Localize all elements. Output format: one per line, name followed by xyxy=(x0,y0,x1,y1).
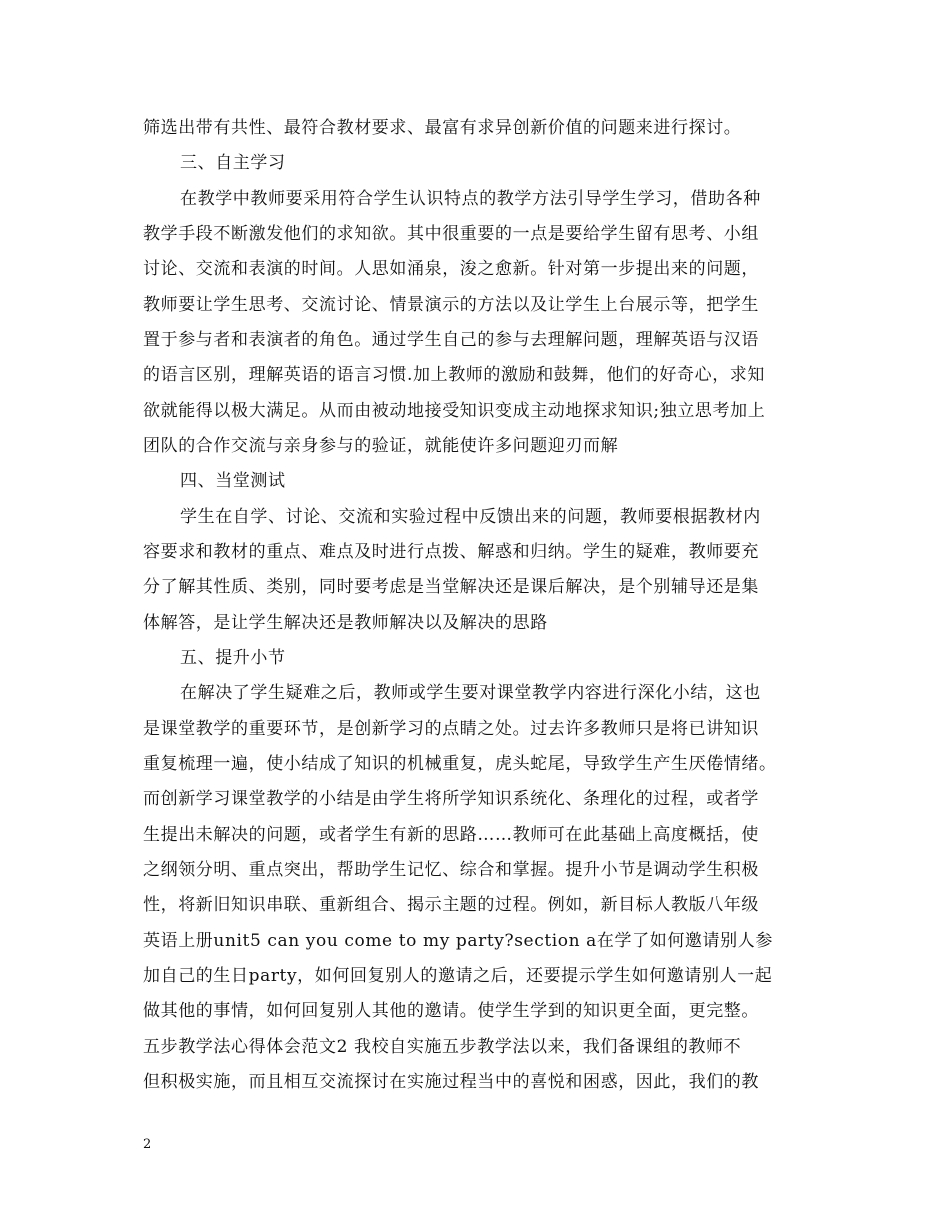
text-line: 重复梳理一遍，使小结成了知识的机械重复，虎头蛇尾，导致学生产生厌倦情绪。 xyxy=(143,754,777,774)
text-line: 讨论、交流和表演的时间。人思如涌泉，浚之愈新。针对第一步提出来的问题， xyxy=(143,259,759,279)
text-line: 五步教学法心得体会范文2 我校自实施五步教学法以来，我们备课组的教师不 xyxy=(143,1037,742,1057)
text-line: 而创新学习课堂教学的小结是由学生将所学知识系统化、条理化的过程，或者学 xyxy=(143,789,759,809)
text-line: 做其他的事情，如何回复别人其他的邀请。使学生学到的知识更全面，更完整。 xyxy=(143,1001,759,1021)
text-line: 欲就能得以极大满足。从而由被动地接受知识变成主动地探求知识;独立思考加上 xyxy=(143,401,766,421)
text-line: 学生在自学、讨论、交流和实验过程中反馈出来的问题，教师要根据教材内 xyxy=(180,507,761,527)
text-line: 生提出未解决的问题，或者学生有新的思路……教师可在此基础上高度概括，使 xyxy=(143,825,759,845)
text-line: 分了解其性质、类别，同时要考虑是当堂解决还是课后解决，是个别辅导还是集 xyxy=(143,577,759,597)
text-line: 置于参与者和表演者的角色。通过学生自己的参与去理解问题，理解英语与汉语 xyxy=(143,330,759,350)
text-line: 是课堂教学的重要环节，是创新学习的点睛之处。过去许多教师只是将已讲知识 xyxy=(143,719,759,739)
text-line: 但积极实施，而且相互交流探讨在实施过程当中的喜悦和困惑，因此，我们的教 xyxy=(143,1072,759,1092)
text-line: 筛选出带有共性、最符合教材要求、最富有求异创新价值的问题来进行探讨。 xyxy=(143,118,742,138)
text-line: 之纲领分明、重点突出，帮助学生记忆、综合和掌握。提升小节是调动学生积极 xyxy=(143,860,759,880)
text-line: 体解答，是让学生解决还是教师解决以及解决的思路 xyxy=(143,613,548,633)
text-line: 教学手段不断激发他们的求知欲。其中很重要的一点是要给学生留有思考、小组 xyxy=(143,224,759,244)
text-line: 团队的合作交流与亲身参与的验证，就能使许多问题迎刃而解 xyxy=(143,436,619,456)
text-line: 的语言区别，理解英语的语言习惯.加上教师的激励和鼓舞，他们的好奇心，求知 xyxy=(143,365,766,385)
text-line: 性，将新旧知识串联、重新组合、揭示主题的过程。例如，新目标人教版八年级 xyxy=(143,895,759,915)
text-line: 容要求和教材的重点、难点及时进行点拨、解惑和归纳。学生的疑难，教师要充 xyxy=(143,542,759,562)
section-heading: 三、自主学习 xyxy=(180,153,286,173)
text-line: 教师要让学生思考、交流讨论、情景演示的方法以及让学生上台展示等，把学生 xyxy=(143,295,759,315)
text-line: 英语上册unit5 can you come to my party?section a在学了如何邀请别人参 xyxy=(143,931,773,951)
text-line: 在教学中教师要采用符合学生认识特点的教学方法引导学生学习，借助各种 xyxy=(180,189,761,209)
section-heading: 四、当堂测试 xyxy=(180,471,286,491)
section-heading: 五、提升小节 xyxy=(180,648,286,668)
text-line: 在解决了学生疑难之后，教师或学生要对课堂教学内容进行深化小结，这也 xyxy=(180,683,761,703)
text-line: 加自己的生日party，如何回复别人的邀请之后，还要提示学生如何邀请别人一起 xyxy=(143,966,773,986)
page-number: 2 xyxy=(143,1137,152,1152)
